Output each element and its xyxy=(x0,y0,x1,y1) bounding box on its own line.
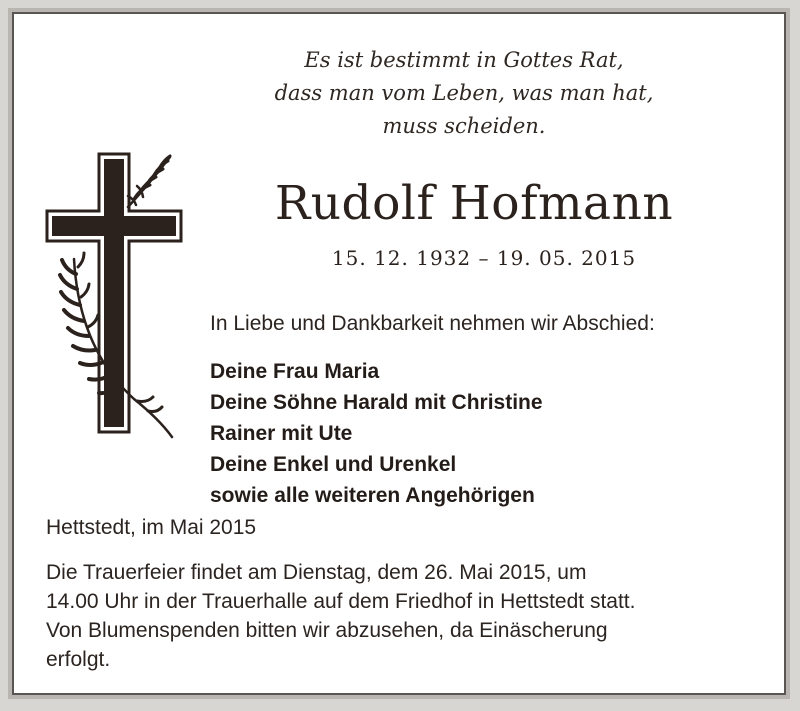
mourner-line: Deine Frau Maria xyxy=(210,360,380,383)
mourner-line: Deine Söhne Harald mit Christine xyxy=(210,391,543,414)
notice-line: erfolgt. xyxy=(46,648,111,671)
funeral-notice xyxy=(46,558,766,674)
life-dates: 15. 12. 1932 – 19. 05. 2015 xyxy=(331,246,637,270)
motto-line: muss scheiden. xyxy=(382,114,546,138)
mourner-line: Rainer mit Ute xyxy=(210,422,353,445)
mourners-list xyxy=(210,356,543,511)
motto-verse xyxy=(244,44,684,143)
notice-line: Die Trauerfeier findet am Dienstag, dem 26. Mai 2015, um xyxy=(46,561,587,584)
obituary-card xyxy=(12,12,786,695)
notice-line: 14.00 Uhr in der Trauerhalle auf dem Friedhof in Hettstedt statt. xyxy=(46,590,636,613)
mourner-line: Deine Enkel und Urenkel xyxy=(210,453,457,476)
place-date: Hettstedt, im Mai 2015 xyxy=(46,516,257,539)
motto-line: dass man vom Leben, was man hat, xyxy=(274,81,654,105)
deceased-name: Rudolf Hofmann xyxy=(274,176,674,231)
cross-with-palm-icon xyxy=(44,149,194,439)
farewell-intro: In Liebe und Dankbarkeit nehmen wir Abschied: xyxy=(210,312,655,335)
notice-line: Von Blumenspenden bitten wir abzusehen, da Einäscherung xyxy=(46,619,608,642)
mourner-line: sowie alle weiteren Angehörigen xyxy=(210,484,535,507)
motto-line: Es ist bestimmt in Gottes Rat, xyxy=(304,48,624,72)
